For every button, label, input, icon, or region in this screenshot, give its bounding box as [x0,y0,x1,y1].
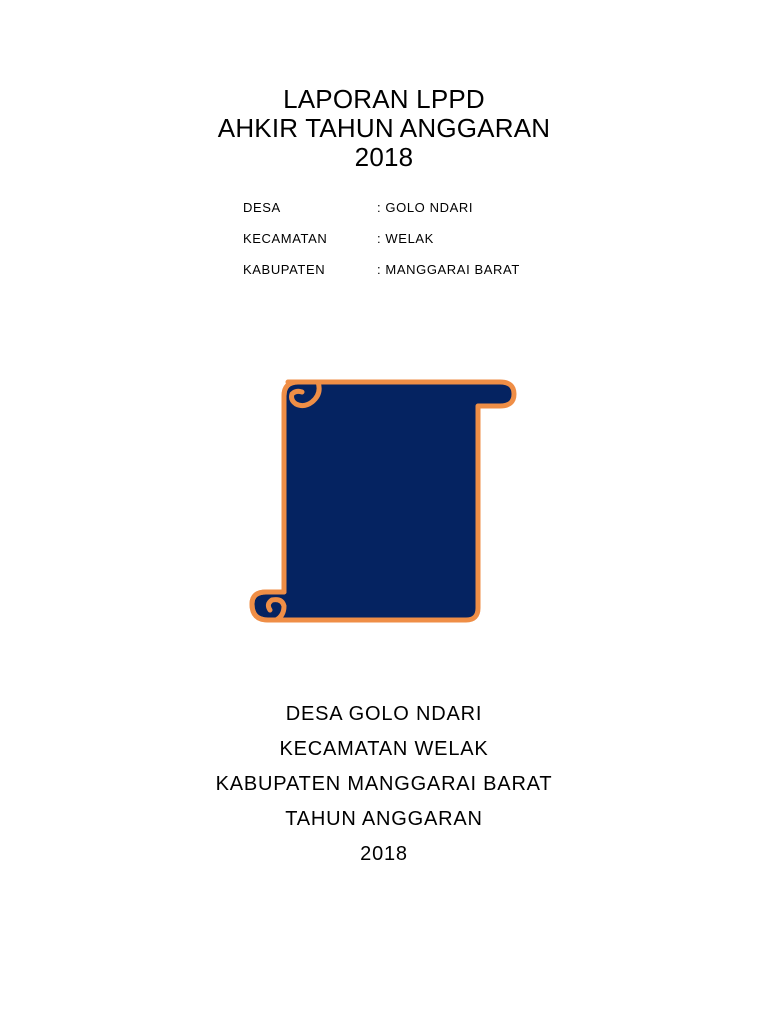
info-row-desa [243,200,520,231]
title-line-2: AHKIR TAHUN ANGGARAN [217,113,551,143]
report-title [0,85,768,172]
scroll-shape [252,382,514,620]
info-value: : GOLO NDARI [377,200,474,215]
info-row-kecamatan [243,231,520,262]
footer-block [0,697,768,872]
scroll-banner-icon [248,372,518,624]
footer-line-3: KABUPATEN MANGGARAI BARAT [215,773,553,795]
info-value: : WELAK [377,231,434,246]
info-value: : MANGGARAI BARAT [377,262,520,277]
info-label: KABUPATEN [243,262,326,277]
footer-line-1: DESA GOLO NDARI [285,703,483,725]
footer-line-2: KECAMATAN WELAK [279,738,489,760]
info-table [243,200,520,293]
info-label: DESA [243,200,281,215]
info-label: KECAMATAN [243,231,328,246]
info-row-kabupaten [243,262,520,293]
title-line-3: 2018 [354,142,414,172]
footer-line-4: TAHUN ANGGARAN [285,808,483,830]
footer-line-5: 2018 [360,843,408,865]
title-line-1: LAPORAN LPPD [283,84,485,114]
